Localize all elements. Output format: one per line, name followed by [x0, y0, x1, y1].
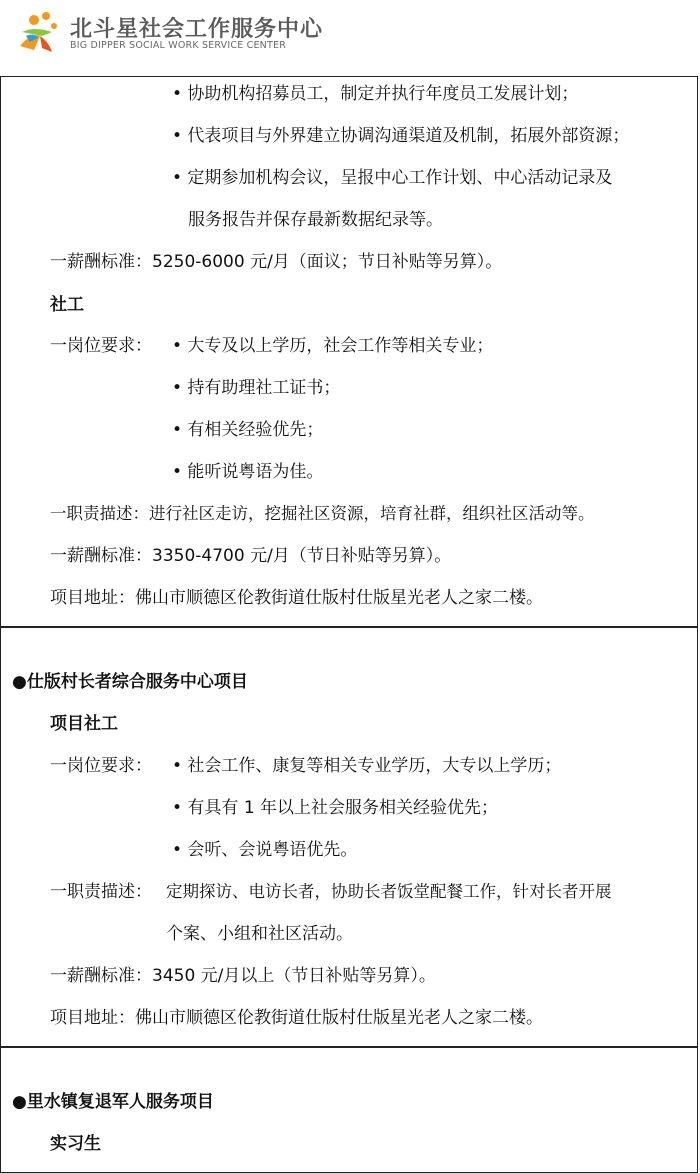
salary-standard: 一薪酬标准：5250-6000 元/月（面议；节日补贴等另算）。: [50, 252, 503, 272]
requirement-item: • 持有助理社工证书；: [172, 378, 341, 398]
salary-standard: 一薪酬标准：3350-4700 元/月（节日补贴等另算）。: [50, 546, 452, 566]
big-dipper-logo-icon: [12, 6, 64, 58]
duty-item: • 定期参加机构会议，呈报中心工作计划、中心活动记录及: [172, 168, 613, 188]
role-title: 项目社工: [50, 714, 118, 734]
requirement-item: • 大专及以上学历，社会工作等相关专业；: [172, 336, 494, 356]
project-address: 项目地址：佛山市顺德区伦教街道仕版村仕版星光老人之家二楼。: [50, 588, 543, 608]
requirements-label: 一岗位要求：: [50, 336, 152, 356]
requirements-label: 一岗位要求：: [50, 756, 152, 776]
project-title: ●仕版村长者综合服务中心项目: [12, 672, 248, 692]
requirement-item: • 有相关经验优先；: [172, 420, 324, 440]
logo-english-name: BIG DIPPER SOCIAL WORK SERVICE CENTER: [70, 40, 286, 51]
duty-description: 个案、小组和社区活动。: [166, 924, 353, 944]
duty-description: 一职责描述：进行社区走访，挖掘社区资源，培育社群，组织社区活动等。: [50, 504, 595, 523]
project-address: 项目地址：佛山市顺德区伦教街道仕版村仕版星光老人之家二楼。: [50, 1008, 543, 1028]
requirement-item: • 有具有 1 年以上社会服务相关经验优先；: [172, 798, 499, 818]
logo-chinese-name: 北斗星社会工作服务中心: [70, 17, 324, 42]
duty-item: • 代表项目与外界建立协调沟通渠道及机制，拓展外部资源；: [172, 126, 630, 146]
duty-label: 一职责描述：: [50, 882, 152, 902]
header: [0, 0, 700, 76]
role-title: 实习生: [50, 1134, 101, 1154]
requirement-item: • 能听说粤语为佳。: [172, 462, 324, 482]
duty-item: 服务报告并保存最新数据纪录等。: [188, 210, 443, 230]
project-title: ●里水镇复退军人服务项目: [12, 1092, 214, 1112]
requirement-item: • 社会工作、康复等相关专业学历，大专以上学历；: [172, 756, 562, 776]
requirement-item: • 会听、会说粤语优先。: [172, 840, 358, 860]
salary-standard: 一薪酬标准：3450 元/月以上（节日补贴等另算）。: [50, 966, 436, 986]
duty-item: • 协助机构招募员工，制定并执行年度员工发展计划；: [172, 84, 579, 104]
duty-description: 定期探访、电访长者，协助长者饭堂配餐工作，针对长者开展: [166, 882, 612, 901]
role-title: 社工: [50, 295, 84, 315]
